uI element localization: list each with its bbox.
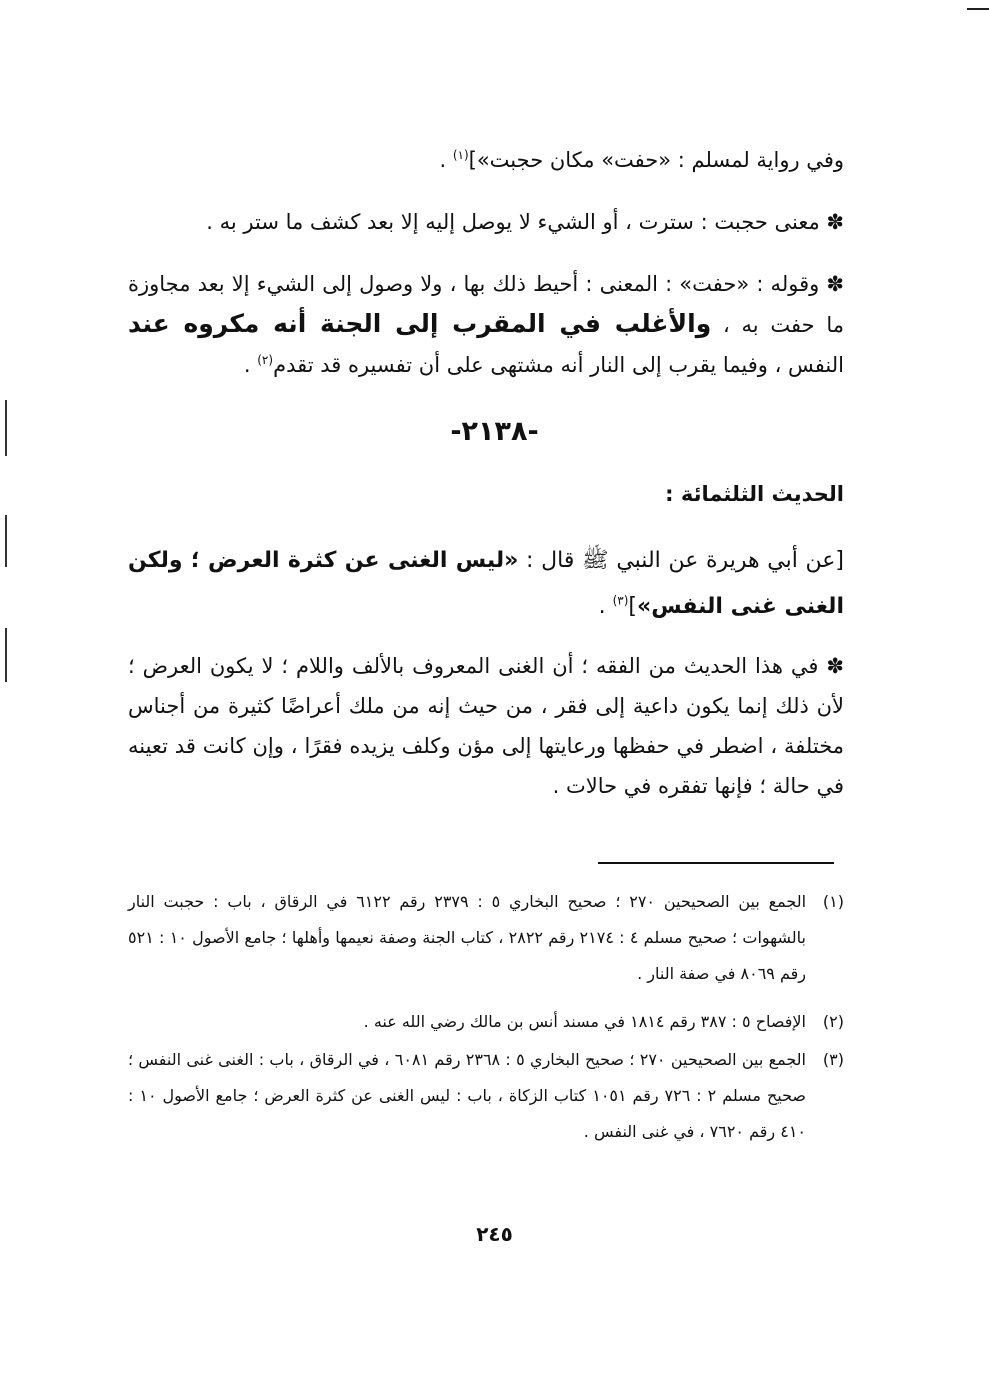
paragraph-text: معنى حجبت : سترت ، أو الشيء لا يوصل إليه إلا بعد كشف ما ستر به . — [206, 210, 827, 234]
hadith-text — [128, 538, 844, 630]
footnote-text: الإفصاح ٥ : ٣٨٧ رقم ١٨١٤ في مسند أنس بن مالك رضي الله عنه . — [363, 1012, 806, 1031]
footnote-divider — [598, 862, 834, 864]
scan-edge-mark — [5, 515, 7, 567]
footnote-text: الجمع بين الصحيحين ٢٧٠ ؛ صحيح البخاري ٥ : ٢٣٦٨ رقم ٦٠٨١ ، في الرقاق ، باب : الغنى غنى النفس ؛ صحيح مسلم ٢ : ٧٢٦ رقم ١٠٥١ كتاب الزكاة ، باب : ليس الغنى عن كثرة العرض ؛ جامع الأصول ١٠ : ٤١٠ رقم ٧٦٢٠ ، في غنى النفس . — [128, 1050, 807, 1141]
page-number: ٢٤٥ — [476, 1222, 513, 1246]
hadith-heading: الحديث الثلثمائة : — [665, 482, 844, 506]
paragraph-text: في هذا الحديث من الفقه ؛ أن الغنى المعروف بالألف واللام ؛ لا يكون العرض ؛ لأن ذلك إنما يكون داعية إلى فقر ، من حيث إنه من ملك أعراضًا كثيرة من أجناس مختلفة ، اضطر في حفظها ورعايتها إلى مؤن وكلف يزيده فقرًا ، وإن كانت قد تعينه في حالة ؛ فإنها تفقره في حالات . — [128, 654, 844, 798]
paragraph-text: النفس ، وفيما يقرب إلى النار أنه مشتهى على أن تفسيره قد تقدم — [273, 353, 844, 377]
paragraph-text: وقوله : «حفت» : المعنى : أحيط ذلك بها ، ولا وصول إلى الشيء إلا بعد مجاوزة ما حفت به ، — [128, 272, 844, 337]
paragraph-text: وفي رواية لمسلم : «حفت» مكان حجبت»] — [468, 148, 844, 172]
asterisk-icon: ✽ — [826, 210, 844, 234]
footnote-2 — [128, 1004, 844, 1040]
footnote-number: (٢) — [822, 1012, 844, 1031]
footnote-number: (١) — [822, 892, 844, 911]
footnote-ref-1[interactable]: (١) — [452, 148, 469, 162]
footnote-1 — [128, 884, 844, 992]
footnote-ref-3[interactable]: (٣) — [612, 593, 629, 608]
footnote-3 — [128, 1042, 844, 1150]
hadith-bracket: ] — [628, 594, 638, 619]
hadith-chain: [عن أبي هريرة عن النبي ﷺ قال : — [518, 548, 844, 573]
paragraph-text: . — [243, 353, 258, 377]
scan-edge-mark — [5, 628, 7, 682]
footnote-ref-2[interactable]: (٢) — [257, 353, 274, 367]
asterisk-icon: ✽ — [826, 272, 844, 296]
footnote-number: (٣) — [822, 1050, 844, 1069]
hadith-period: . — [598, 594, 613, 619]
scan-corner-mark — [967, 8, 989, 10]
hadith-matn: «ليس الغنى عن كثرة العرض ؛ ولكن الغنى غنى النفس» — [128, 548, 844, 619]
paragraph-huffat-meaning — [128, 264, 844, 385]
paragraph-commentary — [128, 646, 844, 806]
emphasized-text: والأغلب في المقرب إلى الجنة أنه مكروه عند — [128, 309, 712, 338]
hadith-number: -٢١٣٨- — [450, 416, 539, 447]
paragraph-hujibat-meaning — [128, 202, 844, 242]
paragraph-muslim-narration — [128, 140, 844, 180]
footnote-text: الجمع بين الصحيحين ٢٧٠ ؛ صحيح البخاري ٥ : ٢٣٧٩ رقم ٦١٢٢ في الرقاق ، باب : حجبت النار بالشهوات ؛ صحيح مسلم ٤ : ٢١٧٤ رقم ٢٨٢٢ ، كتاب الجنة وصفة نعيمها وأهلها ؛ جامع الأصول ١٠ : ٥٢١ رقم ٨٠٦٩ في صفة النار . — [128, 892, 807, 983]
paragraph-text: . — [439, 148, 453, 172]
asterisk-icon: ✽ — [826, 654, 844, 678]
